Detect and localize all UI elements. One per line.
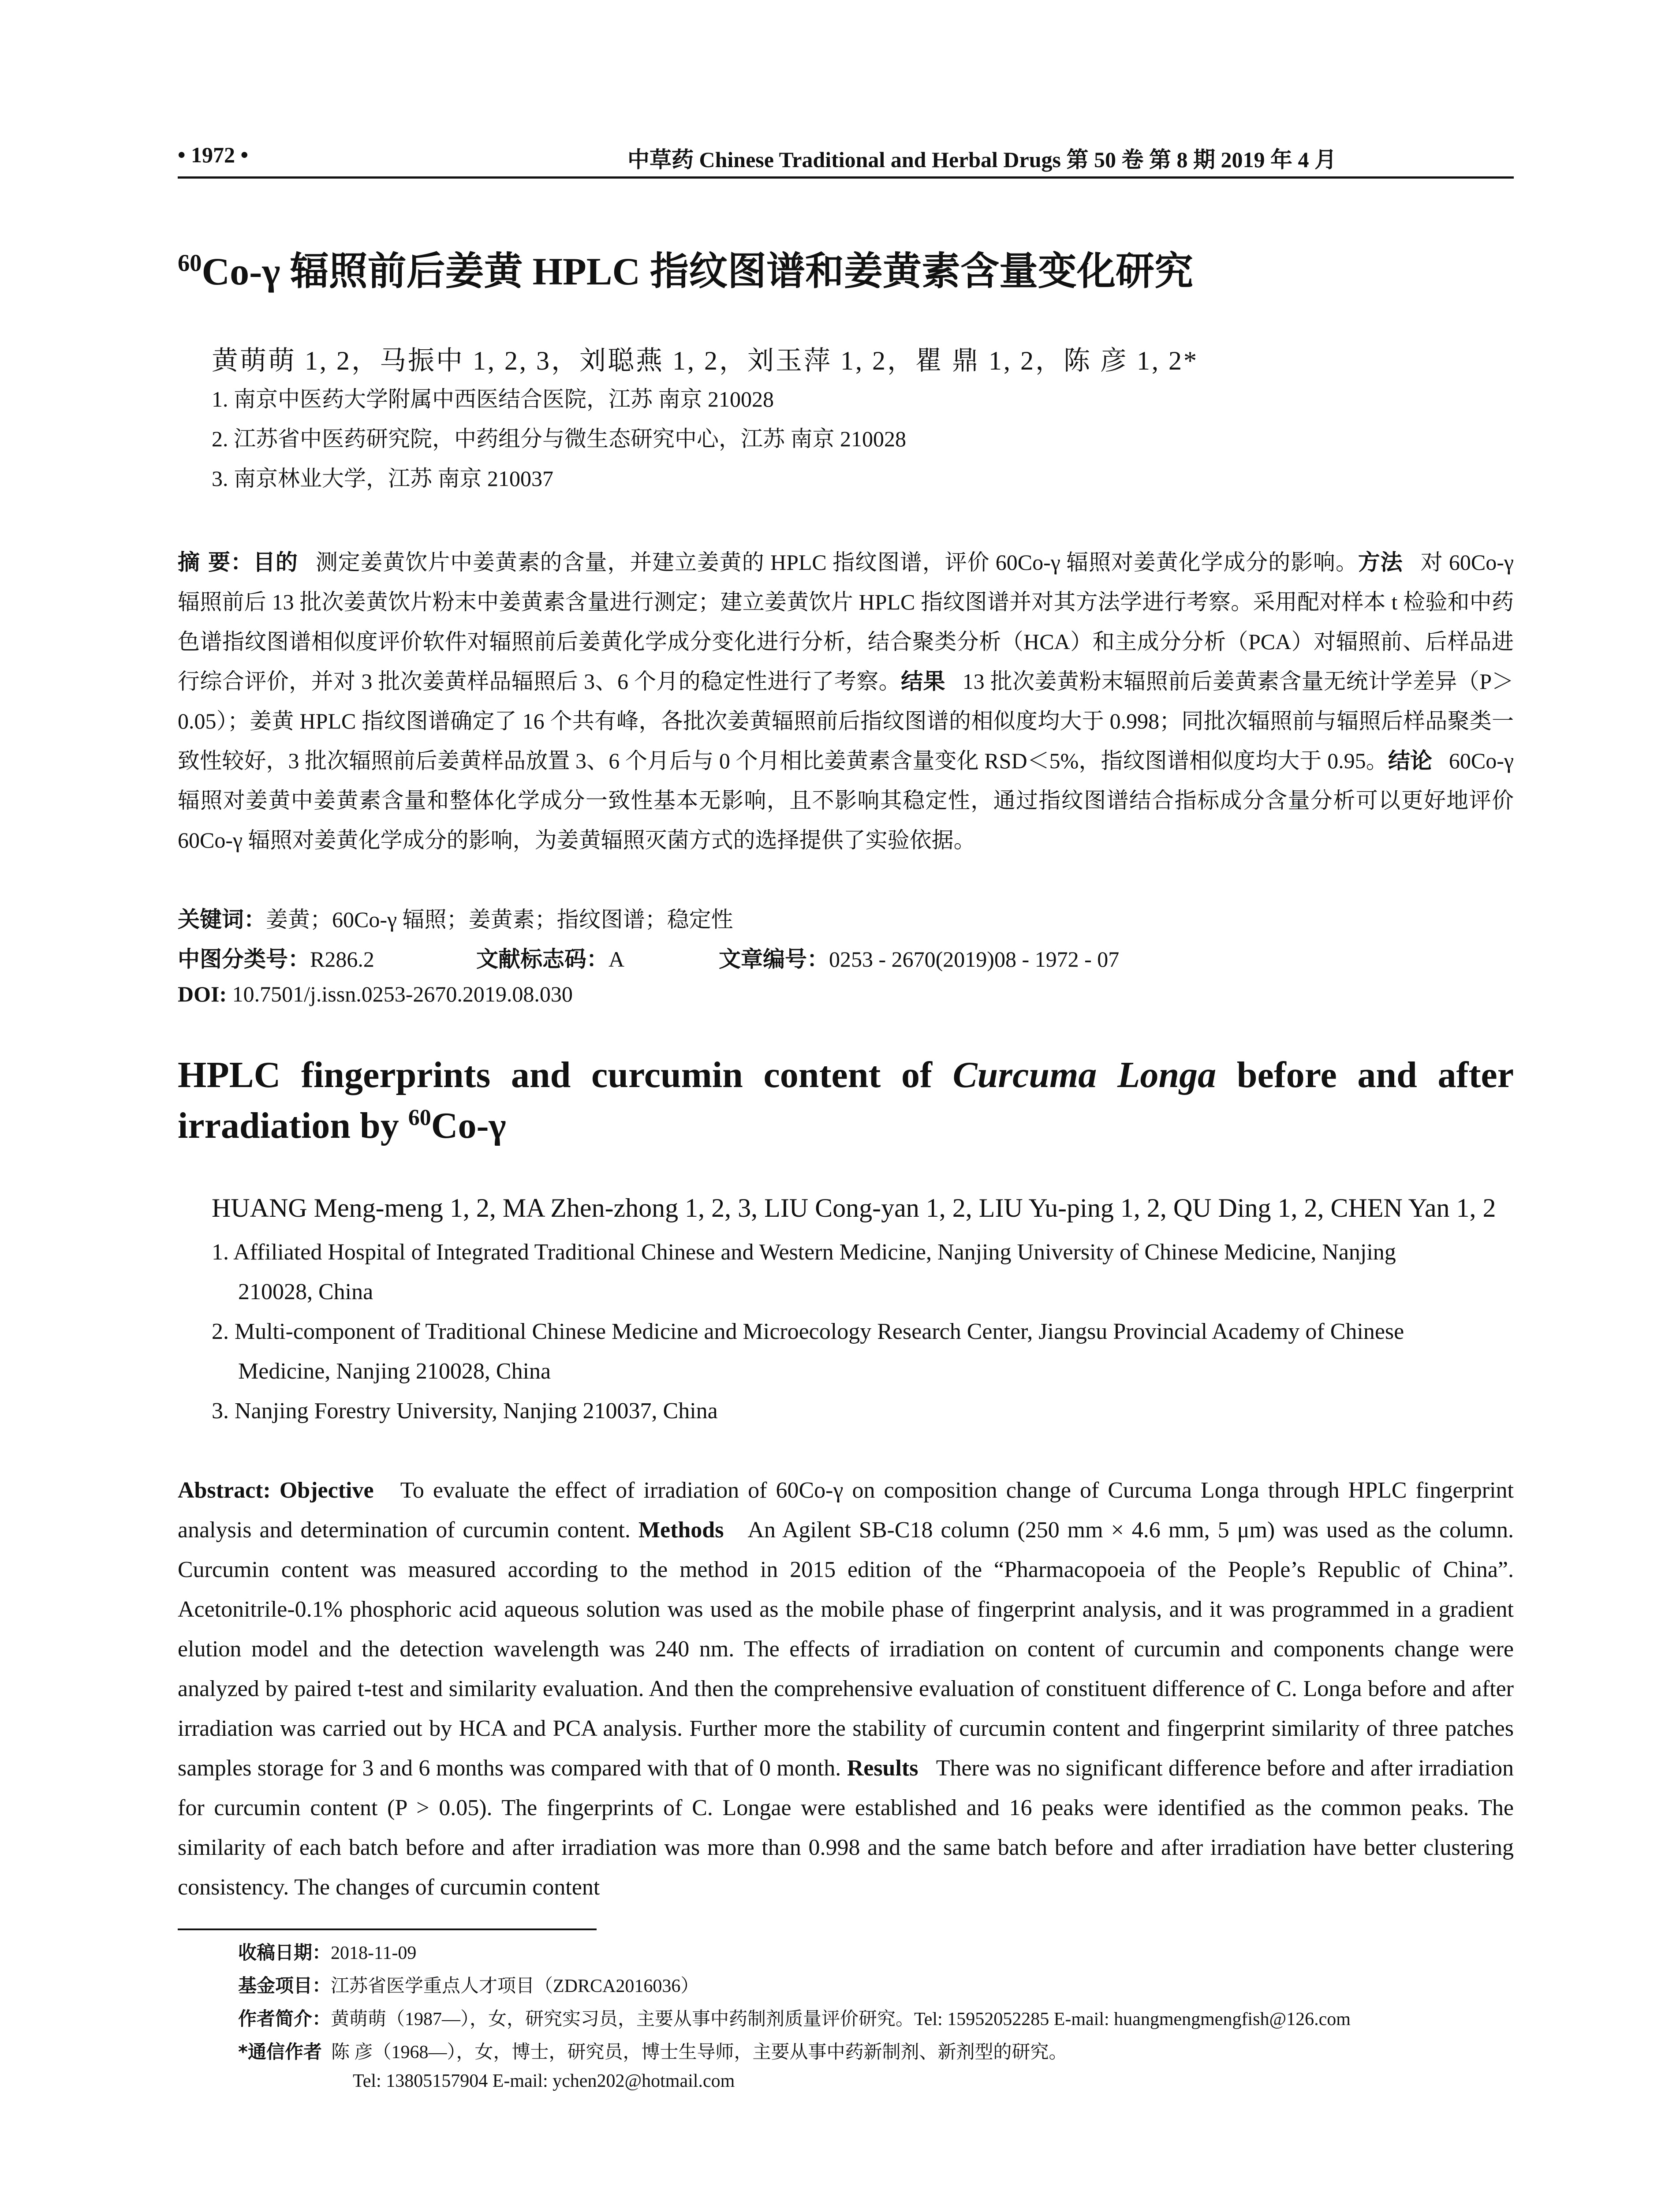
cn-article-number [719, 942, 1119, 973]
fund-label: 基金项目： [238, 1975, 331, 1996]
en-title-part1: HPLC fingerprints and curcumin content of [178, 1054, 953, 1095]
en-abstract-label: Abstract: Objective [178, 1478, 374, 1503]
cn-doccode [476, 942, 624, 973]
corr-label: *通信作者 [238, 2041, 322, 2063]
en-title [178, 1050, 1514, 1151]
footnote-correspondence [238, 2037, 1067, 2064]
cn-title-text: Co-γ 辐照前后姜黄 HPLC 指纹图谱和姜黄素含量变化研究 [202, 250, 1194, 293]
en-results-label: Results [847, 1756, 918, 1781]
fund-value: 江苏省医学重点人才项目（ZDRCA2016036） [331, 1976, 699, 1996]
footnote-bio [238, 2004, 1351, 2031]
cn-methods-label: 方法 [1358, 549, 1403, 575]
en-aff1-line2: 210028, China [238, 1279, 373, 1304]
cn-affiliation-3: 3. 南京林业大学，江苏 南京 210037 [212, 466, 553, 491]
footnote-received [238, 1938, 416, 1965]
en-affiliation-1 [212, 1233, 1514, 1312]
page-header [178, 138, 1514, 173]
footnote-rule [178, 1928, 597, 1930]
received-label: 收稿日期： [238, 1942, 331, 1963]
cn-results-label: 结果 [901, 669, 945, 694]
cn-objective-label: 目的 [253, 549, 298, 575]
page-number: • 1972 • [178, 142, 249, 167]
cn-doccode-value: A [609, 947, 625, 972]
en-affiliation-2 [212, 1312, 1514, 1391]
cn-doi-value: 10.7501/j.issn.0253-2670.2019.08.030 [232, 982, 573, 1006]
cn-class-label: 中图分类号： [178, 946, 310, 972]
header-rule [178, 176, 1514, 179]
cn-keywords-value: 姜黄；60Co-γ 辐照；姜黄素；指纹图谱；稳定性 [266, 907, 733, 932]
en-title-species: Curcuma Longa [952, 1054, 1217, 1095]
cn-title-sup: 60 [178, 249, 202, 277]
en-abstract [178, 1471, 1514, 1907]
cn-methods: 对 60Co-γ 辐照前后 13 批次姜黄饮片粉末中姜黄素含量进行测定；建立姜黄饮片 HPLC 指纹图谱并对其方法学进行考察。采用配对样本 t 检验和中药色谱指纹图谱相似度评价软件对辐照前后姜黄化学成分变化进行分析，结合聚类分析（HCA）和主成分分析（PCA）对辐照前、后样品进行综合评价，并对 3 批次姜黄样品辐照后 3、6 个月的稳定性进行了考察。 [178, 550, 1514, 694]
en-title-part3: Co-γ [431, 1105, 506, 1146]
cn-doi-label: DOI: [178, 982, 227, 1006]
cn-title [178, 240, 1193, 296]
cn-affiliation-1: 1. 南京中医药大学附属中西医结合医院，江苏 南京 210028 [212, 387, 774, 411]
en-aff2-line1: 2. Multi-component of Traditional Chinese Medicine and Microecology Research Center, Jiangsu Provincial Academy of Chinese [212, 1319, 1404, 1344]
en-affiliation-3: 3. Nanjing Forestry University, Nanjing 210037, China [212, 1398, 718, 1424]
cn-abstract-label: 摘 要： [178, 549, 253, 575]
en-aff1-line1: 1. Affiliated Hospital of Integrated Traditional Chinese and Western Medicine, Nanjing University of Chinese Medicine, Nanjing [212, 1240, 1396, 1265]
cn-results: 13 批次姜黄粉末辐照前后姜黄素含量无统计学差异（P＞0.05）；姜黄 HPLC 指纹图谱确定了 16 个共有峰，各批次姜黄辐照前后指纹图谱的相似度均大于 0.998；同批次辐照前与辐照后样品聚类一致性较好，3 批次辐照前后姜黄样品放置 3、6 个月后与 0 个月相比姜黄素含量变化 RSD＜5%，指纹图谱相似度均大于 0.95。 [178, 669, 1514, 773]
cn-conclusion: 60Co-γ 辐照对姜黄中姜黄素含量和整体化学成分一致性基本无影响，且不影响其稳定性，通过指纹图谱结合指标成分含量分析可以更好地评价 60Co-γ 辐照对姜黄化学成分的影响，为姜黄辐照灭菌方式的选择提供了实验依据。 [178, 748, 1514, 852]
cn-class-value: R286.2 [310, 947, 374, 972]
footnote-corr-contact: Tel: 13805157904 E-mail: ychen202@hotmail.com [353, 2071, 735, 2091]
cn-doi [178, 981, 573, 1007]
cn-doccode-label: 文献标志码： [476, 946, 609, 972]
cn-keywords-label: 关键词： [178, 907, 266, 932]
journal-title: 中草药 Chinese Traditional and Herbal Drugs 第 50 卷 第 8 期 2019 年 4 月 [627, 147, 1337, 172]
footnote-fund [238, 1971, 699, 1998]
received-value: 2018-11-09 [331, 1943, 417, 1963]
bio-label: 作者简介： [238, 2008, 331, 2029]
en-title-part2: before and after irradiation by [178, 1054, 1514, 1146]
cn-abstract [178, 542, 1514, 860]
en-aff2-line2: Medicine, Nanjing 210028, China [238, 1359, 551, 1384]
cn-objective: 测定姜黄饮片中姜黄素的含量，并建立姜黄的 HPLC 指纹图谱，评价 60Co-γ 辐照对姜黄化学成分的影响。 [315, 550, 1358, 575]
cn-authors: 黄萌萌 1, 2，马振中 1, 2, 3，刘聪燕 1, 2，刘玉萍 1, 2，瞿 鼎 1, 2，陈 彦 1, 2* [212, 346, 1198, 375]
en-objective: To evaluate the effect of irradiation of 60Co-γ on composition change of Curcuma Longa through HPLC fingerprint analysis and determination of curcumin content. [178, 1478, 1514, 1543]
corr-value: 陈 彦（1968—），女，博士，研究员，博士生导师，主要从事中药新制剂、新剂型的研究。 [331, 2042, 1068, 2063]
cn-classification [178, 942, 374, 973]
cn-affiliation-2: 2. 江苏省中医药研究院，中药组分与微生态研究中心，江苏 南京 210028 [212, 426, 906, 451]
cn-article-no-label: 文章编号： [719, 946, 829, 972]
bio-value: 黄萌萌（1987—），女，研究实习员，主要从事中药制剂质量评价研究。Tel: 15952052285 E-mail: huangmengmengfish@126.com [331, 2009, 1351, 2029]
en-title-sup: 60 [408, 1105, 431, 1130]
en-authors: HUANG Meng-meng 1, 2, MA Zhen-zhong 1, 2, 3, LIU Cong-yan 1, 2, LIU Yu-ping 1, 2, QU Ding 1, 2, CHEN Yan 1, 2 [212, 1193, 1496, 1222]
en-methods-label: Methods [638, 1517, 724, 1543]
cn-keywords [178, 902, 733, 934]
en-methods: An Agilent SB-C18 column (250 mm × 4.6 mm, 5 μm) was used as the column. Curcumin content was measured according to the method in 2015 edition of the “Pharmacopoeia of the People’s Republic of China”. Acetonitrile-0.1% phosphoric acid aqueous solution was used as the mobile phase of fingerprint analysis, and it was programmed in a gradient elution model and the detection wavelength was 240 nm. The effects of irradiation on content of curcumin and components change were analyzed by paired t-test and similarity evaluation. And then the comprehensive evaluation of constituent difference of C. Longa before and after irradiation was carried out by HCA and PCA analysis. Further more the stability of curcumin content and fingerprint similarity of three patches samples storage for 3 and 6 months was compared with that of 0 month. [178, 1517, 1514, 1781]
en-results: There was no significant difference before and after irradiation for curcumin content (P > 0.05). The fingerprints of C. Longae were established and 16 peaks were identified as the common peaks. The similarity of each batch before and after irradiation was more than 0.998 and the same batch before and after irradiation have better clustering consistency. The changes of curcumin content [178, 1756, 1514, 1900]
cn-conclusion-label: 结论 [1388, 748, 1433, 774]
cn-article-no-value: 0253 - 2670(2019)08 - 1972 - 07 [829, 947, 1120, 972]
